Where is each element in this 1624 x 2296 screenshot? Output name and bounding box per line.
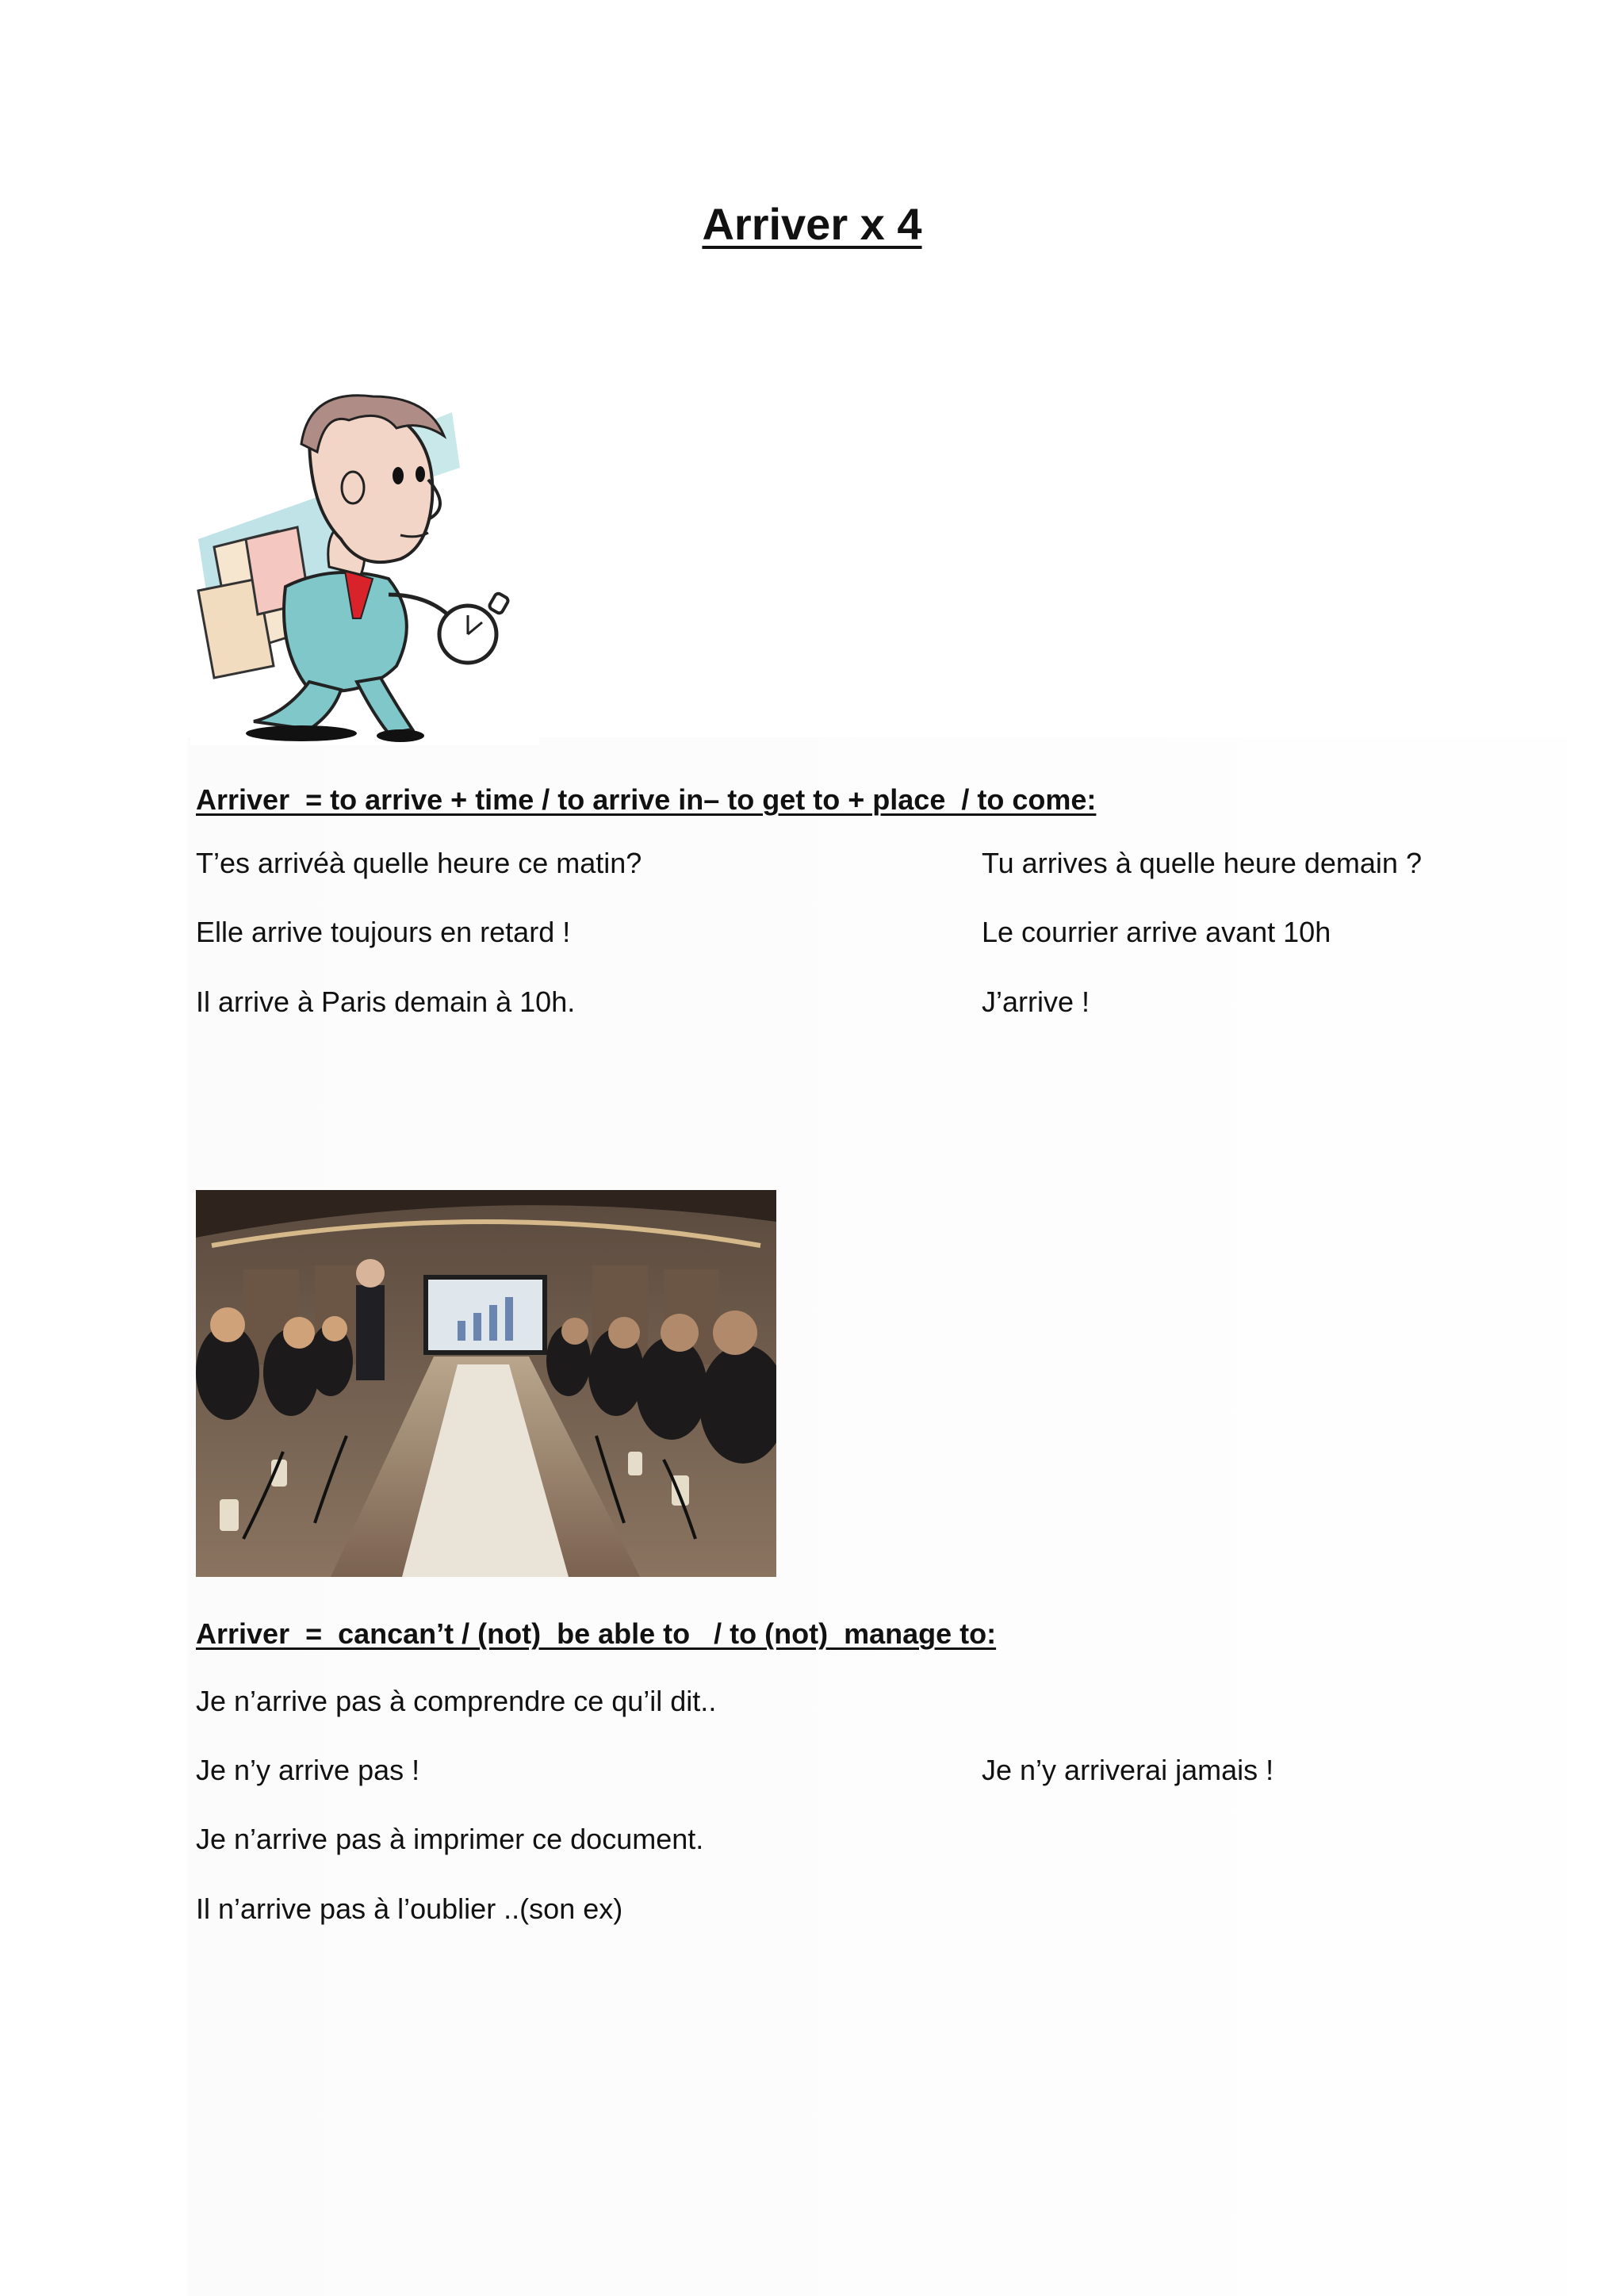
example-line: Je n’y arrive pas ! [196,1754,420,1786]
example-line: Il arrive à Paris demain à 10h. [196,985,576,1018]
example-line: Il n’arrive pas à l’oublier ..(son ex) [196,1892,623,1925]
page-title: Arriver x 4 [702,199,922,249]
example-line: Tu arrives à quelle heure demain ? [982,847,1422,879]
example-line: Je n’arrive pas à comprendre ce qu’il dit.. [196,1685,717,1717]
example-line: Je n’y arriverai jamais ! [982,1754,1274,1786]
conference-room-photo [196,1190,776,1577]
example-line: Le courrier arrive avant 10h [982,916,1331,948]
section1-heading: Arriver = to arrive + time / to arrive in– to get to + place / to come: [196,783,1097,816]
example-line: Elle arrive toujours en retard ! [196,916,571,948]
example-line: T’es arrivéà quelle heure ce matin? [196,847,642,879]
example-line: J’arrive ! [982,985,1090,1018]
running-man-clipart [190,381,539,745]
example-line: Je n’arrive pas à imprimer ce document. [196,1823,704,1855]
section2-heading: Arriver = cancan’t / (not) be able to / to (not) manage to: [196,1617,997,1650]
